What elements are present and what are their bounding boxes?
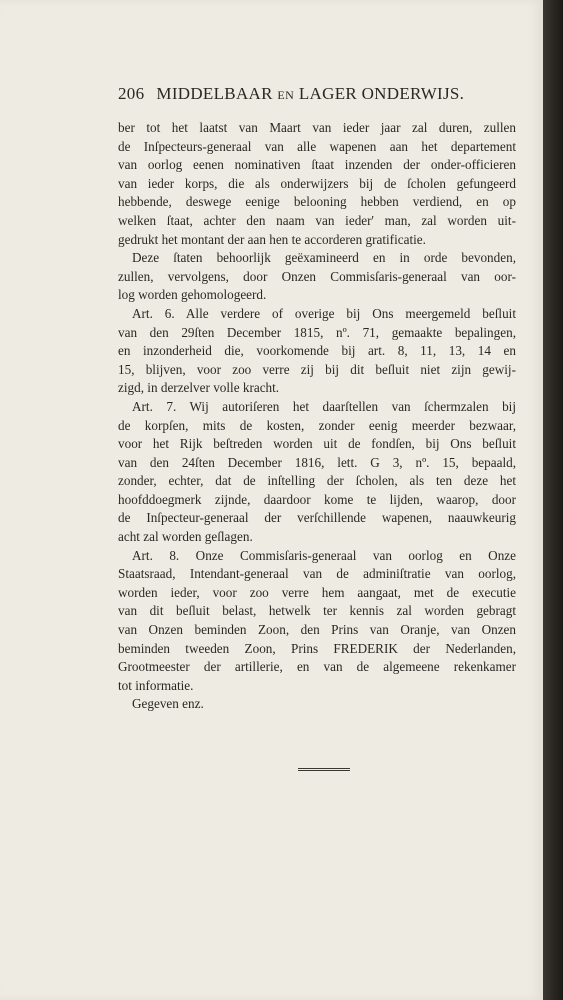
text-line: Grootmeester der artillerie, en van de algemeene rekenkamer (118, 659, 516, 675)
book-spine (543, 0, 563, 1000)
header-title-part2: EN (277, 88, 295, 102)
text-line: van dit beſluit belast, hetwelk ter kennis zal worden gebragt (118, 603, 516, 619)
text-line: de Inſpecteurs-generaal van alle wapenen aan het departement (118, 138, 516, 154)
text-line: Art. 6. Alle verdere of overige bij Ons meergemeld beſluit (132, 305, 516, 321)
text-line: hebbende, deswege eenige belooning hebben verdiend, en op (118, 194, 516, 210)
closing-rule (298, 768, 350, 771)
text-line: van ieder korps, die als onderwijzers bij de ſcholen gefungeerd (118, 175, 516, 191)
header-title-part1: MIDDELBAAR (156, 84, 273, 103)
text-line: log worden gehomologeerd. (118, 287, 267, 303)
page-number: 206 (118, 84, 145, 103)
body-text (118, 119, 516, 714)
text-line: hoofddoegmerk zijnde, daardoor kome te lijden, waarop, door (118, 491, 516, 507)
text-line: Art. 8. Onze Commisſaris-generaal van oorlog en Onze (132, 547, 516, 563)
text-line: Art. 7. Wij autoriſeren het daarſtellen van ſchermzalen bij (132, 398, 516, 414)
text-line: worden ieder, voor zoo verre hem aangaat, met de executie (118, 584, 516, 600)
header-title-part3: LAGER ONDERWIJS. (298, 84, 465, 103)
text-line: acht zal worden geſlagen. (118, 529, 253, 545)
text-line: gedrukt het montant der aan hen te accorderen gratificatie. (118, 231, 426, 247)
text-line: Gegeven enz. (132, 696, 204, 712)
text-line: Deze ſtaten behoorlijk geëxamineerd en in orde bevonden, (132, 250, 516, 266)
text-line: van Onzen beminden Zoon, den Prins van Oranje, van Onzen (118, 622, 516, 638)
text-line: de korpſen, mits de kosten, zonder eenig meerder bezwaar, (118, 417, 516, 433)
text-line: ber tot het laatst van Maart van ieder jaar zal duren, zullen (118, 120, 516, 135)
text-line: voor het Rijk beſtreden worden uit de fondſen, bij Ons beſluit (118, 436, 516, 452)
text-line: van den 29ſten December 1815, nº. 71, gemaakte bepalingen, (118, 324, 516, 340)
text-line: zullen, vervolgens, door Onzen Commisſaris-generaal van oor- (118, 268, 516, 284)
text-line: welken ſtaat, achter den naam van ieder' man, zal worden uit- (118, 212, 516, 228)
text-line: van oorlog eenen nominativen ſtaat inzenden der onder-officieren (118, 157, 516, 173)
text-line: van den 24ſten December 1816, lett. G 3, nº. 15, bepaald, (118, 454, 516, 470)
text-line: en inzonderheid die, voorkomende bij art. 8, 11, 13, 14 en (118, 343, 516, 359)
text-line: 15, blijven, voor zoo verre zij bij dit beſluit niet zijn gewij- (118, 361, 516, 377)
text-line: zigd, in derzelver volle kracht. (118, 380, 280, 396)
text-line: zonder, echter, dat de inſtelling der ſcholen, als ten deze het (118, 473, 516, 489)
text-line: de Inſpecteur-generaal der verſchillende wapenen, naauwkeurig (118, 510, 516, 526)
text-line: tot informatie. (118, 677, 194, 693)
running-header (118, 84, 488, 108)
text-line: Staatsraad, Intendant-generaal van de adminiſtratie van oorlog, (118, 566, 516, 582)
text-line: beminden tweeden Zoon, Prins FREDERIK der Nederlanden, (118, 640, 516, 656)
